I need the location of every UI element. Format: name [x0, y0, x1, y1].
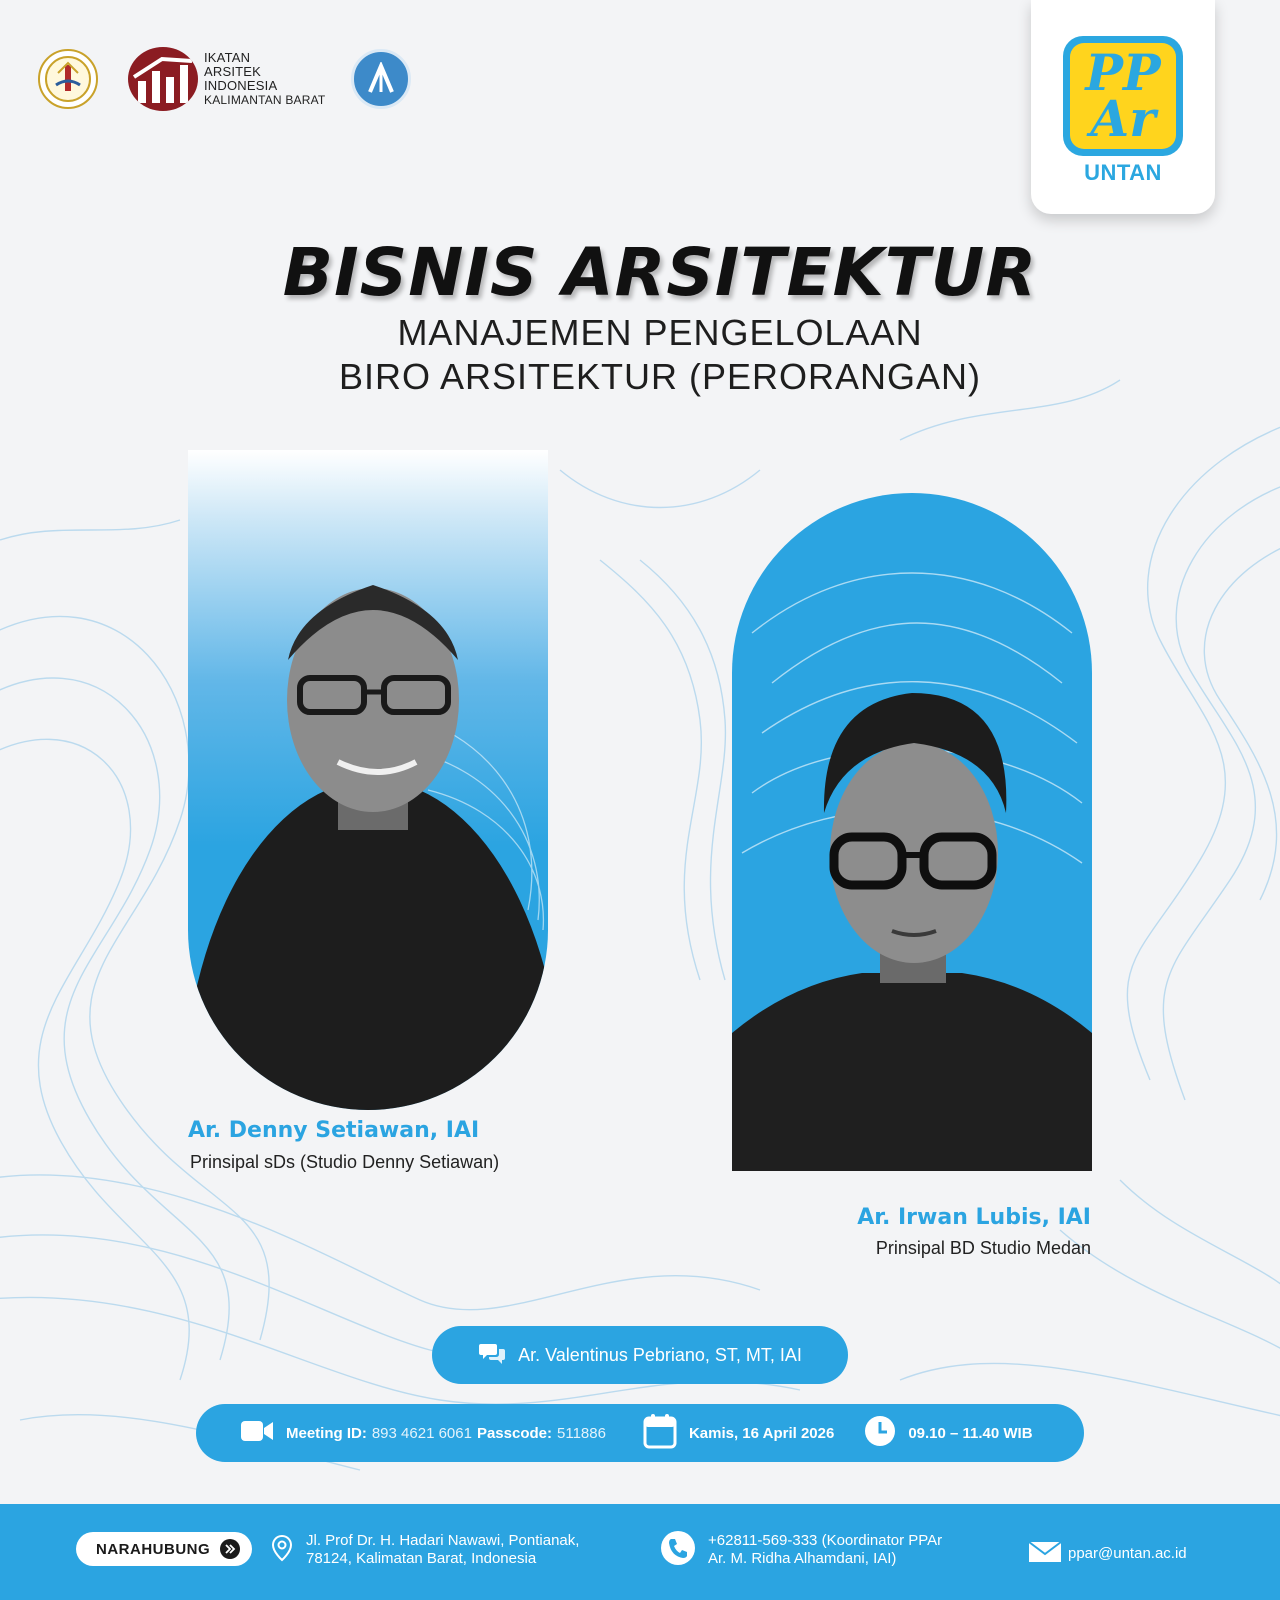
moderator-pill	[432, 1326, 848, 1384]
speaker-1-photo	[188, 450, 548, 1110]
iai-mark-icon	[128, 47, 198, 111]
speaker-2-role: Prinsipal BD Studio Medan	[875, 1238, 1091, 1258]
envelope-icon	[1028, 1540, 1062, 1568]
iai-line-1: IKATAN	[204, 50, 251, 65]
event-title: BISNIS ARSITEKTUR	[282, 234, 1038, 311]
footer-address	[270, 1532, 579, 1568]
meeting-info-bar	[196, 1404, 1084, 1462]
calendar-icon	[643, 1413, 677, 1453]
map-pin-icon	[270, 1534, 294, 1566]
event-subtitle-line-1: MANAJEMEN PENGELOLAAN	[397, 312, 923, 353]
ppar-untan-logo	[1031, 0, 1215, 214]
passcode-label: Passcode:	[476, 1424, 552, 1442]
speaker-1-name: Ar. Denny Setiawan, IAI	[188, 1118, 480, 1143]
ppar-mark-icon	[1063, 36, 1183, 156]
video-camera-icon	[240, 1419, 274, 1447]
iai-line-2: ARSITEK	[204, 64, 262, 79]
moderator-name: Ar. Valentinus Pebriano, ST, MT, IAI	[518, 1344, 802, 1365]
event-subtitle-line-2: BIRO ARSITEKTUR (PERORANGAN)	[338, 356, 982, 397]
meeting-credentials	[240, 1419, 611, 1447]
passcode-value: 511886	[557, 1424, 606, 1442]
partner-logos	[38, 46, 411, 112]
meeting-id-value: 893 4621 6061	[371, 1424, 472, 1442]
event-date	[643, 1413, 834, 1453]
iai-line-3: INDONESIA	[204, 78, 278, 93]
phone-icon	[660, 1530, 696, 1570]
speaker-2-name: Ar. Irwan Lubis, IAI	[857, 1205, 1091, 1230]
email-address: ppar@untan.ac.id	[1068, 1545, 1187, 1562]
event-time-text: 09.10 – 11.40 WIB	[908, 1424, 1033, 1442]
footer-phone[interactable]	[660, 1530, 942, 1570]
footer-email[interactable]	[1028, 1540, 1187, 1568]
speaker-2-photo	[732, 493, 1092, 1171]
address-line-1: Jl. Prof Dr. H. Hadari Nawawi, Pontianak,	[306, 1532, 580, 1549]
phone-line-1: +62811-569-333 (Koordinator PPAr	[708, 1532, 943, 1549]
contact-label-pill	[76, 1532, 252, 1566]
architecture-a-logo-icon	[351, 49, 411, 109]
address-line-2: 78124, Kalimatan Barat, Indonesia	[306, 1550, 537, 1567]
ppar-mark-line-1: PP	[1085, 43, 1161, 102]
chat-bubbles-icon	[478, 1341, 506, 1370]
ppar-name: UNTAN	[1084, 160, 1162, 185]
speaker-1-role: Prinsipal sDs (Studio Denny Setiawan)	[190, 1152, 500, 1172]
event-time	[864, 1415, 1032, 1451]
footer-contact-bar	[0, 1504, 1280, 1600]
meeting-id-label: Meeting ID:	[286, 1424, 367, 1442]
phone-line-2: Ar. M. Ridha Alhamdani, IAI)	[708, 1550, 897, 1567]
untan-seal-icon	[38, 49, 98, 109]
iai-line-4: KALIMANTAN BARAT	[204, 93, 326, 107]
iai-wordmark	[204, 51, 325, 107]
iai-logo	[128, 47, 325, 111]
clock-icon	[864, 1415, 896, 1451]
event-date-text: Kamis, 16 April 2026	[688, 1424, 835, 1442]
chevron-right-icon	[220, 1539, 240, 1559]
ppar-mark-line-2: Ar	[1090, 89, 1156, 148]
contact-label: NARAHUBUNG	[96, 1540, 211, 1558]
